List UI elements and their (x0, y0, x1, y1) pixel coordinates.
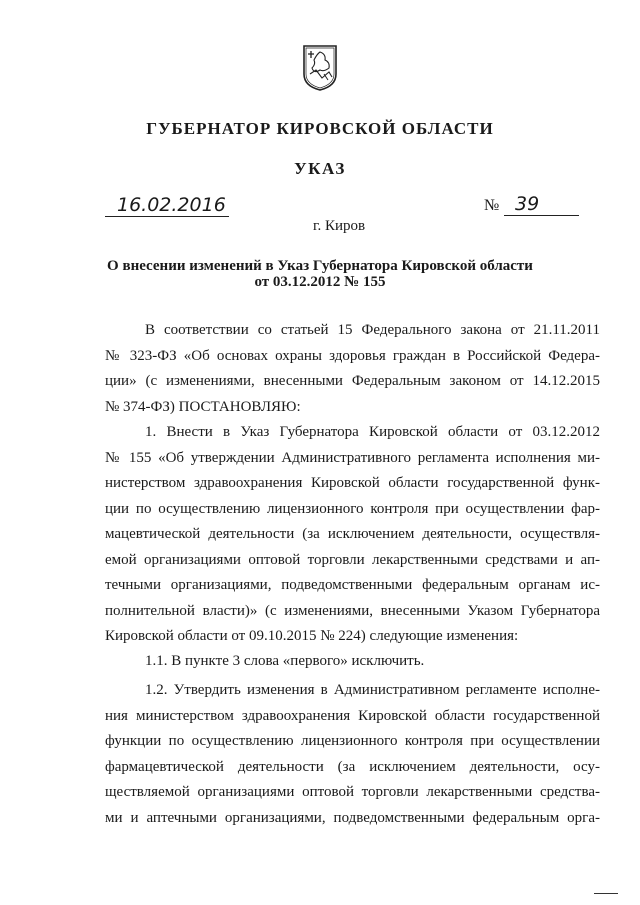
number-label: № (484, 197, 500, 214)
text-line: Кировской области от 09.10.2015 № 224) следующие изменения: (105, 628, 519, 644)
text-line: ции по осуществлению лицензионного контроля при осуществлении фар- (105, 500, 600, 517)
text-line: емой организациями оптовой торговли лекарственными средствами и ап- (105, 551, 600, 568)
text-line: нистерством здравоохранения Кировской области государственной функ- (105, 475, 600, 491)
text-line: ществляемой организациями оптовой торговли лекарственными средства- (105, 784, 600, 800)
item-1-paragraph (105, 420, 600, 650)
text-line: ции» (с изменениями, внесенными Федеральным законом от 14.12.2015 (105, 373, 600, 389)
text-line: 1.2. Утвердить изменения в Административном регламенте исполне- (145, 682, 600, 698)
city-name: г. Киров (313, 218, 366, 234)
coat-of-arms-icon (302, 44, 338, 92)
preamble-paragraph (105, 318, 600, 420)
page-edge-mark (594, 893, 618, 894)
document-type: УКАЗ (294, 159, 346, 178)
document-title (0, 258, 640, 290)
text-line: фармацевтической деятельности (за исключением деятельности, осу- (105, 758, 600, 775)
number-field (484, 190, 579, 216)
text-line: мацевтической деятельности (за исключением деятельности, осуществля- (105, 526, 600, 542)
handwritten-date: 16.02.2016 (117, 194, 226, 216)
text-line: № 374-ФЗ) ПОСТАНОВЛЯЮ: (105, 398, 301, 415)
date-field (105, 190, 229, 217)
text-line: № 323-ФЗ «Об основах охраны здоровья граждан в Российской Федера- (105, 347, 600, 364)
text-line: № 155 «Об утверждении Административного регламента исполнения ми- (105, 449, 600, 466)
text-line: ния министерством здравоохранения Кировской области государственной (105, 707, 600, 724)
text-line: функции по осуществлению лицензионного контроля при осуществлении (105, 733, 600, 749)
handwritten-number: 39 (515, 193, 540, 215)
text-line: 1. Внести в Указ Губернатора Кировской области от 03.12.2012 (145, 424, 600, 440)
text-line: полнительной власти)» (с изменениями, внесенными Указом Губернатора (105, 602, 600, 619)
item-1-1-paragraph: 1.1. В пункте 3 слова «первого» исключить. (145, 653, 425, 669)
text-line: течными организациями, подведомственными федеральным органам ис- (105, 577, 600, 593)
number-line (504, 189, 579, 216)
item-1-2-paragraph (105, 678, 600, 831)
document-title-line-2: от 03.12.2012 № 155 (254, 274, 386, 290)
text-line: В соответствии со статьей 15 Федерального закона от 21.11.2011 (145, 322, 600, 338)
document-title-line-1: О внесении изменений в Указ Губернатора Кировской области (107, 258, 533, 274)
issuing-authority: ГУБЕРНАТОР КИРОВСКОЙ ОБЛАСТИ (146, 119, 494, 138)
text-line: ми и аптечными организациями, подведомственными федеральным орга- (105, 809, 600, 826)
